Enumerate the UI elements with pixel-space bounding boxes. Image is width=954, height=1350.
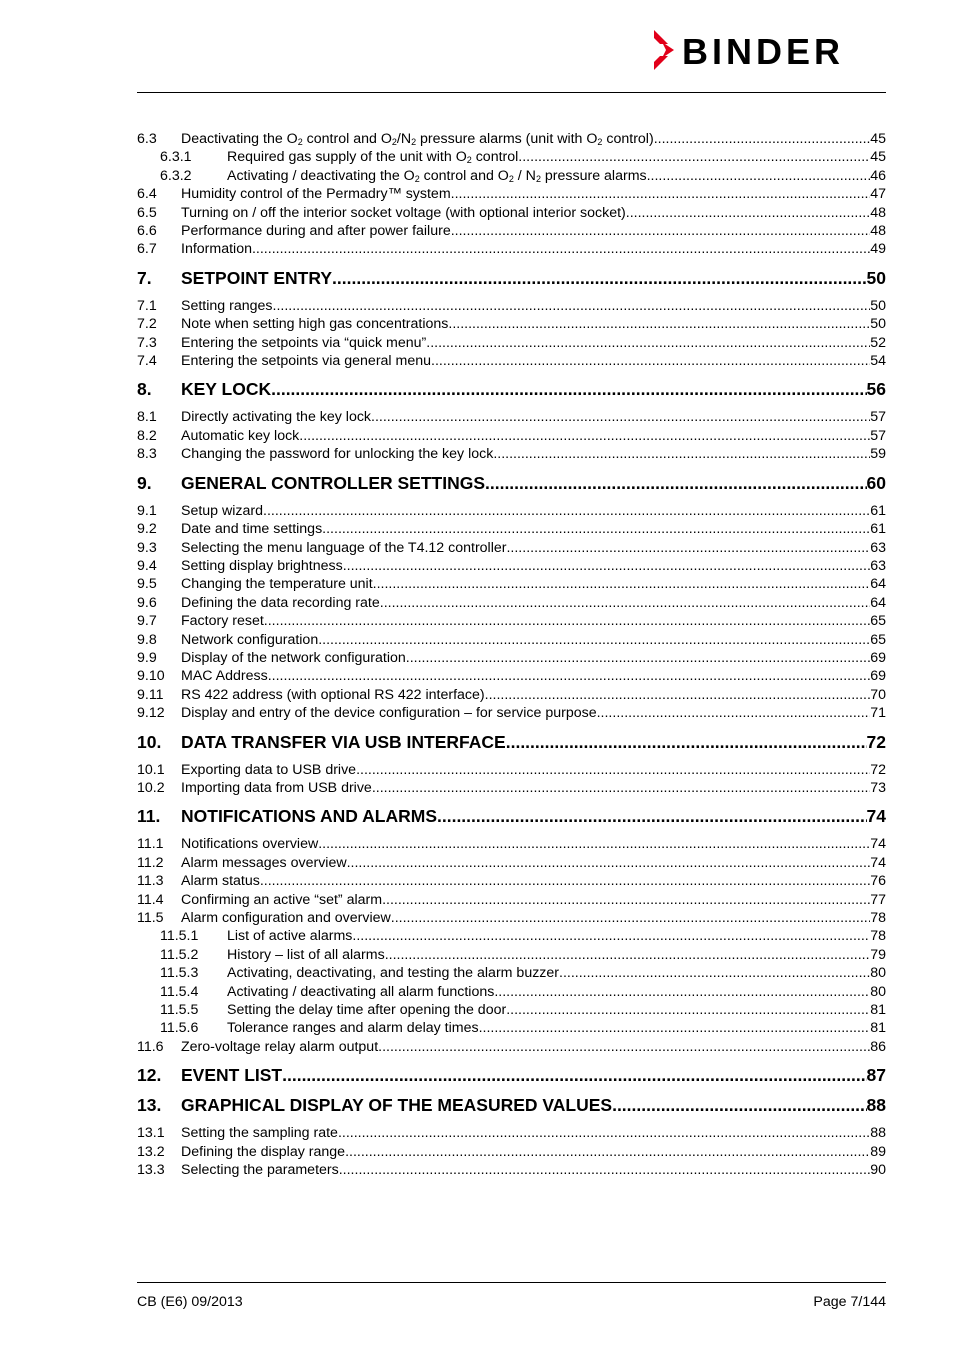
toc-entry-title: Alarm configuration and overview (181, 910, 391, 926)
toc-entry-page: 71 (870, 705, 886, 722)
toc-entry-title: Automatic key lock (181, 427, 300, 444)
toc-entry-title: Turning on / off the interior socket voltage (with optional interior socket) (181, 204, 626, 221)
toc-entry-page: 77 (870, 891, 886, 908)
toc-entry[interactable] (137, 240, 886, 258)
footer-document-code: CB (E6) 09/2013 (137, 1294, 243, 1310)
toc-leader-dots (485, 472, 867, 494)
table-of-contents (137, 130, 886, 1179)
toc-entry-page: 46 (870, 167, 886, 184)
toc-entry-page: 56 (866, 379, 886, 400)
toc-entry-number: 7.3 (137, 334, 157, 351)
toc-entry-number: 9.3 (137, 539, 157, 556)
toc-entry-page: 47 (870, 186, 886, 203)
toc-entry-title: Setting the delay time after opening the door (227, 1002, 507, 1019)
toc-entry-number: 6.3.2 (160, 167, 192, 184)
toc-entry-number: 10.1 (137, 761, 165, 778)
toc-entry-title: NOTIFICATIONS AND ALARMS (181, 806, 437, 827)
toc-entry-page: 63 (870, 557, 886, 574)
toc-leader-dots (437, 805, 867, 827)
toc-leader-dots (322, 520, 870, 538)
toc-entry-number: 11.6 (137, 1038, 164, 1055)
toc-entry[interactable] (137, 1161, 886, 1179)
toc-entry[interactable] (137, 1143, 886, 1161)
toc-entry-title: Deactivating the $O_2$ control and $O_2/N_2$ pressure alarms (unit with $O_2$ control) (181, 131, 654, 147)
toc-entry-page: 48 (870, 223, 886, 240)
toc-leader-dots (479, 1019, 871, 1037)
toc-leader-dots (647, 167, 871, 185)
toc-entry-page: 45 (870, 149, 886, 166)
toc-entry-number: 11.1 (137, 836, 164, 853)
toc-entry-title: History – list of all alarms (227, 946, 385, 963)
toc-entry-page: 69 (870, 649, 886, 666)
toc-entry-page: 89 (870, 1143, 886, 1160)
toc-entry-number: 13. (137, 1095, 162, 1116)
toc-leader-dots (612, 1094, 866, 1116)
toc-entry-number: 11. (137, 806, 161, 827)
toc-leader-dots (485, 686, 871, 704)
toc-leader-dots (345, 1143, 870, 1161)
toc-entry[interactable] (137, 334, 886, 352)
toc-leader-dots (451, 185, 871, 203)
toc-entry-number: 8. (137, 379, 152, 400)
toc-leader-dots (451, 222, 871, 240)
toc-entry-title: Alarm messages overview (181, 854, 347, 871)
toc-entry-title: GENERAL CONTROLLER SETTINGS (181, 472, 485, 493)
toc-entry-page: 64 (870, 594, 886, 611)
toc-entry-number: 9.9 (137, 649, 157, 666)
toc-entry[interactable] (137, 167, 886, 185)
toc-entry[interactable] (137, 927, 886, 945)
toc-entry-title: Date and time settings (181, 521, 323, 538)
toc-entry-title: Defining the display range (181, 1143, 346, 1160)
toc-entry-number: 10. (137, 731, 162, 752)
toc-entry-number: 13.2 (137, 1143, 165, 1160)
toc-entry-page: 65 (870, 631, 886, 648)
toc-leader-dots (406, 649, 870, 667)
toc-entry-title: MAC Address (181, 668, 268, 685)
toc-entry[interactable] (137, 408, 886, 426)
toc-entry[interactable] (137, 445, 886, 463)
toc-entry[interactable] (137, 148, 886, 166)
toc-entry-page: 81 (870, 1020, 886, 1037)
toc-leader-dots (273, 297, 871, 315)
toc-entry-number: 8.3 (137, 446, 157, 463)
toc-entry-page: 60 (866, 472, 886, 493)
toc-entry[interactable] (137, 594, 886, 612)
toc-entry-page: 80 (870, 983, 886, 1000)
toc-entry-number: 9.11 (137, 686, 164, 703)
toc-entry-title: DATA TRANSFER VIA USB INTERFACE (181, 731, 506, 752)
toc-entry-page: 79 (870, 946, 886, 963)
toc-entry-title: RS 422 address (with optional RS 422 interface) (181, 686, 485, 703)
toc-entry[interactable] (137, 1001, 886, 1019)
toc-entry-title: SETPOINT ENTRY (181, 267, 333, 288)
toc-entry[interactable] (137, 297, 886, 315)
toc-entry-title: KEY LOCK (181, 379, 272, 400)
toc-entry-page: 87 (866, 1065, 886, 1086)
toc-entry[interactable] (137, 575, 886, 593)
toc-leader-dots (372, 779, 870, 797)
toc-entry-title: Directly activating the key lock (181, 409, 372, 426)
toc-chapter-entry[interactable] (137, 805, 886, 827)
toc-entry-title: Information (181, 241, 252, 258)
toc-leader-dots (597, 704, 871, 722)
logo-chevron-icon (654, 30, 668, 44)
toc-entry-page: 50 (870, 316, 886, 333)
toc-leader-dots (506, 1001, 870, 1019)
toc-entry-page: 61 (870, 502, 886, 519)
toc-entry-page: 74 (866, 806, 886, 827)
toc-entry-page: 52 (870, 334, 886, 351)
toc-leader-dots (271, 378, 866, 400)
toc-entry-number: 9.1 (137, 502, 157, 519)
toc-chapter-entry[interactable] (137, 1094, 886, 1116)
toc-entry-title: Defining the data recording rate (181, 594, 380, 611)
toc-leader-dots (382, 891, 870, 909)
toc-entry[interactable] (137, 1124, 886, 1142)
toc-chapter-entry[interactable] (137, 472, 886, 494)
toc-entry[interactable] (137, 835, 886, 853)
toc-entry[interactable] (137, 539, 886, 557)
toc-leader-dots (448, 315, 870, 333)
toc-entry-title: Factory reset (181, 613, 264, 630)
toc-leader-dots (391, 909, 870, 927)
toc-entry-page: 48 (870, 204, 886, 221)
toc-leader-dots (654, 130, 871, 148)
toc-entry-page: 69 (870, 668, 886, 685)
footer-page-number: Page 7/144 (813, 1294, 886, 1310)
toc-entry-number: 11.4 (137, 891, 164, 908)
toc-leader-dots (318, 835, 870, 853)
toc-leader-dots (380, 594, 870, 612)
toc-entry[interactable] (137, 185, 886, 203)
toc-entry-number: 11.2 (137, 854, 164, 871)
toc-entry-title: Note when setting high gas concentrations (181, 316, 449, 333)
toc-leader-dots (318, 631, 870, 649)
toc-entry-title: Alarm status (181, 873, 260, 890)
toc-leader-dots (506, 539, 870, 557)
toc-entry-page: 74 (870, 836, 886, 853)
toc-entry-number: 13.1 (137, 1125, 165, 1142)
toc-entry-number: 11.5.1 (160, 928, 199, 945)
toc-entry-number: 9.2 (137, 521, 157, 538)
toc-leader-dots (263, 502, 870, 520)
toc-leader-dots (282, 1064, 866, 1086)
toc-leader-dots (371, 408, 870, 426)
toc-entry-page: 90 (870, 1162, 886, 1179)
toc-entry[interactable] (137, 612, 886, 630)
toc-leader-dots (373, 575, 871, 593)
toc-entry-page: 70 (870, 686, 886, 703)
toc-entry-page: 86 (870, 1038, 886, 1055)
toc-entry-number: 9.5 (137, 576, 157, 593)
toc-entry-number: 11.5.4 (160, 983, 199, 1000)
toc-entry[interactable] (137, 854, 886, 872)
toc-entry-title: Display of the network configuration (181, 649, 406, 666)
toc-entry[interactable] (137, 686, 886, 704)
toc-entry-title: GRAPHICAL DISPLAY OF THE MEASURED VALUES (181, 1095, 613, 1116)
toc-entry-title: List of active alarms (227, 928, 353, 945)
toc-entry-title: Setting ranges (181, 297, 273, 314)
toc-entry[interactable] (137, 761, 886, 779)
toc-entry-page: 64 (870, 576, 886, 593)
toc-leader-dots (347, 854, 871, 872)
toc-entry-title: Required gas supply of the unit with $O_2$ control (227, 149, 519, 166)
toc-entry-number: 11.5 (137, 910, 164, 926)
toc-entry-title: Humidity control of the Permadry™ system (181, 186, 451, 203)
toc-entry-title: Activating / deactivating all alarm functions (227, 983, 495, 1000)
toc-entry-page: 72 (870, 761, 886, 778)
toc-entry[interactable] (137, 631, 886, 649)
toc-entry-title: EVENT LIST (181, 1065, 283, 1086)
toc-leader-dots (264, 612, 870, 630)
toc-entry-number: 7.2 (137, 316, 157, 333)
toc-entry-number: 11.5.3 (160, 965, 199, 982)
header-rule (137, 92, 886, 93)
toc-entry[interactable] (137, 946, 886, 964)
toc-entry-number: 6.3.1 (160, 149, 192, 166)
toc-entry-title: Activating / deactivating the $O_2$ control and $O_2 / N_2$ pressure alarms (227, 167, 647, 184)
toc-chapter-entry[interactable] (137, 378, 886, 400)
toc-entry[interactable] (137, 130, 886, 148)
toc-entry-page: 50 (866, 267, 886, 288)
toc-entry[interactable] (137, 502, 886, 520)
toc-entry[interactable] (137, 352, 886, 370)
toc-entry[interactable] (137, 427, 886, 445)
toc-entry-page: 50 (870, 297, 886, 314)
toc-entry-number: 9.6 (137, 594, 157, 611)
toc-entry-page: 88 (870, 1125, 886, 1142)
toc-entry-page: 76 (870, 873, 886, 890)
toc-entry[interactable] (137, 520, 886, 538)
toc-leader-dots (426, 334, 870, 352)
toc-entry-number: 9.4 (137, 557, 157, 574)
toc-leader-dots (356, 761, 870, 779)
toc-entry-number: 9. (137, 472, 152, 493)
toc-entry-title: Tolerance ranges and alarm delay times (227, 1020, 479, 1037)
toc-entry-page: 72 (866, 731, 886, 752)
toc-entry-number: 7.1 (137, 297, 157, 314)
toc-entry-number: 8.1 (137, 409, 157, 426)
toc-entry[interactable] (137, 1038, 886, 1056)
toc-entry-title: Selecting the parameters (181, 1162, 339, 1179)
toc-leader-dots (268, 667, 870, 685)
toc-leader-dots (332, 267, 866, 289)
toc-leader-dots (252, 240, 870, 258)
toc-entry-title: Changing the password for unlocking the key lock (181, 446, 494, 463)
toc-entry-page: 63 (870, 539, 886, 556)
toc-entry-number: 11.5.2 (160, 946, 199, 963)
toc-entry-title: Selecting the menu language of the T4.12 controller (181, 539, 507, 556)
toc-entry-number: 11.5.5 (160, 1002, 199, 1019)
toc-entry-number: 12. (137, 1065, 162, 1086)
toc-entry-page: 81 (870, 1002, 886, 1019)
toc-leader-dots (506, 731, 867, 753)
toc-entry-number: 9.10 (137, 668, 165, 685)
toc-entry[interactable] (137, 222, 886, 240)
toc-entry-title: Activating, deactivating, and testing the alarm buzzer (227, 965, 560, 982)
toc-entry-page: 57 (870, 427, 886, 444)
toc-entry-number: 13.3 (137, 1162, 165, 1179)
toc-leader-dots (493, 445, 870, 463)
toc-entry[interactable] (137, 649, 886, 667)
toc-leader-dots (299, 427, 870, 445)
toc-entry-number: 6.6 (137, 223, 157, 240)
toc-entry-page: 45 (870, 131, 886, 147)
toc-entry-page: 73 (870, 779, 886, 796)
toc-entry-number: 6.3 (137, 131, 157, 147)
binder-logo (652, 28, 888, 72)
toc-entry-page: 61 (870, 521, 886, 538)
toc-entry-page: 78 (870, 928, 886, 945)
toc-entry-title: Importing data from USB drive (181, 779, 372, 796)
toc-entry-number: 9.8 (137, 631, 157, 648)
toc-entry-title: Changing the temperature unit (181, 576, 373, 593)
toc-entry-title: Entering the setpoints via general menu (181, 353, 432, 370)
toc-entry[interactable] (137, 315, 886, 333)
footer-rule (137, 1282, 886, 1283)
toc-leader-dots (343, 557, 871, 575)
toc-entry-title: Confirming an active “set” alarm (181, 891, 383, 908)
toc-entry[interactable] (137, 964, 886, 982)
toc-entry-title: Performance during and after power failure (181, 223, 451, 240)
toc-entry-title: Setup wizard (181, 502, 264, 519)
toc-entry[interactable] (137, 667, 886, 685)
toc-entry-title: Zero-voltage relay alarm output (181, 1038, 379, 1055)
toc-leader-dots (385, 946, 871, 964)
toc-entry-number: 11.3 (137, 873, 164, 890)
toc-entry-number: 7. (137, 267, 152, 288)
toc-entry-page: 54 (870, 353, 886, 370)
toc-entry[interactable] (137, 557, 886, 575)
toc-chapter-entry[interactable] (137, 267, 886, 289)
toc-entry[interactable] (137, 909, 886, 927)
toc-entry-page: 57 (870, 409, 886, 426)
toc-entry-page: 49 (870, 241, 886, 258)
toc-entry-page: 78 (870, 910, 886, 926)
toc-entry-title: Display and entry of the device configuration – for service purpose (181, 705, 597, 722)
toc-entry-number: 10.2 (137, 779, 165, 796)
toc-entry-number: 6.4 (137, 186, 157, 203)
toc-entry-number: 7.4 (137, 353, 157, 370)
toc-entry-number: 6.7 (137, 241, 157, 258)
toc-chapter-entry[interactable] (137, 1064, 886, 1086)
toc-entry-title: Setting the sampling rate (181, 1125, 338, 1142)
toc-entry-title: Entering the setpoints via “quick menu” (181, 334, 427, 351)
toc-entry[interactable] (137, 872, 886, 890)
toc-entry-page: 80 (870, 965, 886, 982)
toc-entry[interactable] (137, 704, 886, 722)
toc-entry[interactable] (137, 891, 886, 909)
toc-entry[interactable] (137, 1019, 886, 1037)
toc-entry-page: 74 (870, 854, 886, 871)
logo-text: BINDER (682, 31, 845, 72)
toc-entry[interactable] (137, 779, 886, 797)
toc-entry-number: 9.7 (137, 613, 157, 630)
toc-leader-dots (494, 983, 870, 1001)
toc-leader-dots (378, 1038, 870, 1056)
toc-entry-page: 88 (866, 1095, 886, 1116)
toc-leader-dots (339, 1161, 870, 1179)
toc-entry-page: 65 (870, 613, 886, 630)
toc-entry[interactable] (137, 983, 886, 1001)
toc-chapter-entry[interactable] (137, 731, 886, 753)
toc-leader-dots (260, 872, 870, 890)
toc-entry-number: 6.5 (137, 204, 157, 221)
toc-leader-dots (338, 1124, 870, 1142)
toc-entry-page: 59 (870, 446, 886, 463)
toc-entry-number: 8.2 (137, 427, 157, 444)
toc-leader-dots (559, 964, 870, 982)
toc-entry[interactable] (137, 204, 886, 222)
toc-entry-number: 9.12 (137, 705, 165, 722)
toc-entry-title: Exporting data to USB drive (181, 761, 357, 778)
toc-leader-dots (518, 148, 870, 166)
toc-leader-dots (352, 927, 870, 945)
toc-entry-title: Notifications overview (181, 836, 319, 853)
toc-entry-title: Setting display brightness (181, 557, 343, 574)
toc-entry-title: Network configuration (181, 631, 319, 648)
toc-leader-dots (626, 204, 870, 222)
toc-entry-number: 11.5.6 (160, 1020, 199, 1037)
toc-leader-dots (431, 352, 870, 370)
